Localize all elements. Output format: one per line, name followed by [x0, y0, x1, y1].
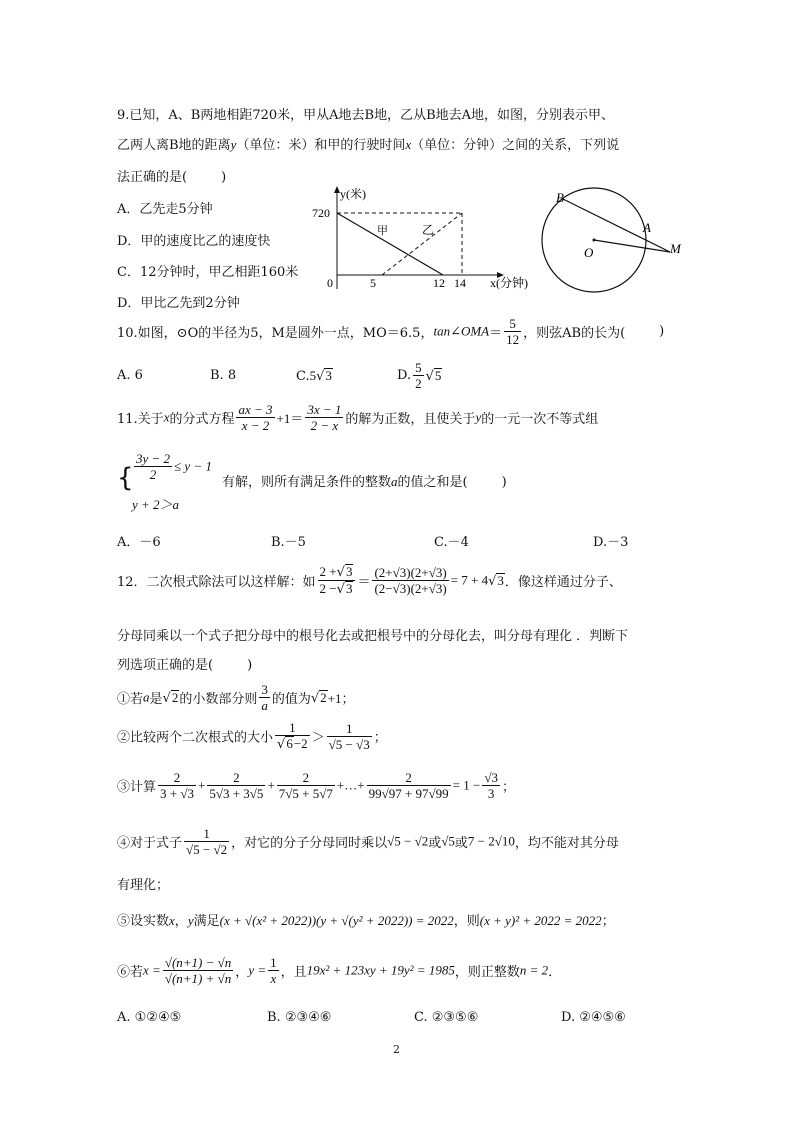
s2-pre: ②比较两个二次根式的大小	[117, 730, 274, 746]
frac-den: √(n+1) + √n	[164, 971, 232, 986]
frac-num: √3	[484, 770, 498, 785]
s1-post: 的值为	[271, 692, 311, 707]
q9-line1: 9.已知，A、B两地相距720米，甲从A地去B地，乙从B地去A地，如图，分别表示甲、	[117, 108, 615, 123]
s5-comma: ，	[174, 914, 188, 929]
q10-option-a: A. 6	[117, 368, 143, 383]
q9-option-d: D．甲比乙先到2分钟	[117, 296, 240, 311]
frac-den: 3 + √3	[160, 786, 194, 801]
q10-close: )	[659, 324, 665, 339]
q12-post: ．像这样通过分子、	[504, 575, 622, 590]
s1-frac	[259, 682, 270, 713]
s4-post: ，均不能对其分母	[514, 836, 619, 851]
q12-statement-5	[117, 910, 615, 929]
q10-option-c	[296, 368, 333, 384]
s3-pre: ③计算	[117, 780, 157, 795]
s4-or-1: 或	[428, 836, 442, 851]
q11-stem	[117, 402, 598, 433]
s4-or-2: 或	[454, 836, 468, 851]
label-o: O	[584, 245, 594, 260]
q10-opt-c-prefix: C.	[296, 369, 310, 384]
q11-option-b: B.－5	[271, 535, 306, 550]
q10-option-b: B. 8	[210, 368, 237, 383]
frac-den: (2−√3)(2+√3)	[374, 581, 447, 596]
center-point	[593, 239, 596, 242]
frac-num: √(n+1) − √n	[164, 955, 232, 970]
q12-statement-1: ①若a是√2的小数部分则 $\frac{3}{a}$ 的值为√2+1；	[117, 682, 355, 713]
graph-tick-5: 5	[370, 276, 376, 290]
q12-stem-1: 12．二次根式除法可以这样解：如 $\frac{2 +√3}{2 -√3}$ ＝ $\frac{(2+√3)(2+√3)}{(2-√3)(2+√3)}$ = 7 + 4√3．像这样通过分子、	[117, 564, 622, 597]
q9-close-paren: )	[221, 170, 227, 185]
s6-x-eq: x =	[143, 962, 161, 978]
q10-fraction	[504, 316, 521, 347]
q11-stem-cont	[222, 471, 507, 490]
s1-mid2: 的小数部分则	[179, 692, 258, 707]
q11-frac-1	[236, 402, 274, 433]
q12-eq: ＝	[357, 575, 371, 590]
sqrt: √5	[425, 367, 442, 384]
s5-pre: ⑤设实数	[117, 914, 170, 929]
radicand: 2	[171, 689, 179, 705]
graph-jia-label: 甲	[377, 225, 388, 237]
radicand: 6	[286, 736, 293, 751]
frac-num: 2	[207, 770, 265, 786]
q9-line2-b: （单位：米）和甲的行驶时间	[236, 138, 406, 153]
q11-pre: 11.关于	[117, 412, 164, 427]
label-b: B	[556, 190, 564, 205]
q10-frac-num: 5	[504, 316, 521, 332]
frac-den: √6−2	[277, 736, 308, 752]
s1-pre: ①若	[117, 692, 144, 707]
q11-sys2: y + 2＞a	[132, 497, 180, 512]
var-y: y	[475, 409, 482, 425]
frac-den: x − 2	[241, 418, 270, 433]
frac-den: 3	[487, 786, 495, 801]
s5-then: ，则	[453, 914, 480, 929]
q11-sys-frac	[134, 451, 172, 482]
s3-term-2	[207, 770, 265, 801]
frac-num: 5	[415, 360, 422, 375]
q9-line3	[117, 166, 226, 185]
sqrt: √3	[316, 368, 332, 384]
q12-statement-6	[117, 955, 561, 986]
graph-y-label: y(米)	[340, 187, 366, 201]
q9-line2-c: （单位：分钟）之间的关系，下列说	[411, 138, 620, 153]
graph-720-label: 720	[312, 206, 330, 220]
q11-plus-one: +1＝	[276, 411, 304, 426]
s3-result-frac	[482, 770, 500, 801]
frac-den: 7√5 + 5√7	[278, 786, 333, 801]
graph-tick-12: 12	[433, 276, 445, 290]
q9-line2	[117, 134, 619, 153]
s4-mid: ，对它的分子分母同时乘以	[231, 836, 388, 851]
q12-result: = 7 + 4	[450, 572, 489, 588]
q11-sys-after: 有解，则所有满足条件的整数	[222, 475, 392, 490]
q11-frac-2	[305, 402, 343, 433]
radicand: 2	[320, 689, 327, 705]
q11-mid: 的分式方程	[169, 412, 235, 427]
frac-num: 3y − 2	[136, 451, 171, 466]
q10-text-b: ，则弦AB的长为(	[523, 326, 626, 341]
var-a: a	[391, 474, 398, 489]
page-number: 2	[393, 1043, 400, 1056]
frac-den: 99√97 + 97√99	[368, 786, 449, 801]
q12-line2: 分母同乘以一个式子把分母中的根号化去或把根号中的分母化去，叫分母有理化 ．判断下	[117, 629, 629, 644]
frac-num: 3	[261, 682, 268, 697]
num-a: 2 +	[319, 564, 337, 579]
q12-option-c: C. ②③⑤⑥	[414, 1010, 479, 1025]
q10-opt-d-prefix: D.	[397, 368, 412, 383]
q10-eq: ＝	[489, 326, 503, 341]
s6-then: ，则正整数	[454, 965, 520, 980]
system-brace: {	[117, 463, 134, 493]
frac-num: 1	[275, 720, 310, 736]
radicand: 3	[345, 581, 353, 596]
var-a: a	[143, 689, 150, 705]
s6-end: ．	[548, 965, 562, 980]
frac-num: 2	[367, 770, 451, 786]
s3-eq: = 1 −	[452, 777, 481, 793]
q11-option-c: C.－4	[434, 535, 469, 550]
q12-line3	[117, 654, 252, 673]
s5-equation-2: (x + y)² + 2022 = 2022	[479, 913, 602, 928]
s3-term-4	[367, 770, 451, 801]
q11-inequality-2	[132, 494, 179, 513]
frac-num: (2+√3)(2+√3)	[374, 565, 447, 580]
s1-mid: 是	[149, 692, 163, 707]
var-y: y	[187, 913, 194, 928]
frac-den: 2 −√3	[319, 581, 353, 597]
q10-opt-d-frac	[413, 360, 424, 391]
frac-den: √5 − √2	[186, 842, 228, 857]
graph-tick-14: 14	[454, 276, 466, 290]
s2-end: ；	[373, 730, 387, 746]
label-m: M	[670, 241, 681, 256]
q9-prompt: 法正确的是(	[117, 170, 188, 185]
s5-mid: 满足	[193, 914, 220, 929]
s4-expr-2: √5	[441, 833, 455, 849]
frac-num: 1	[184, 826, 229, 842]
frac-den: a	[261, 698, 268, 713]
frac-den: 2	[149, 467, 157, 482]
q10-tan: tan∠OMA	[433, 323, 490, 339]
radicand: 5	[434, 367, 442, 383]
q9-option-b: D．甲的速度比乙的速度快	[117, 234, 271, 249]
s4-pre: ④对于式子	[117, 836, 183, 851]
var-x: x	[163, 409, 170, 425]
q11-option-d: D.－3	[593, 535, 629, 550]
radicand: 3	[325, 368, 332, 383]
distance-time-graph	[300, 185, 550, 295]
label-a: A	[643, 220, 651, 235]
frac-den: 5√3 + 3√5	[209, 786, 264, 801]
s3-end: ；	[501, 780, 515, 795]
radicand: 3	[345, 564, 353, 579]
q12-option-b: B. ②③④⑥	[267, 1010, 332, 1025]
q10-text-a: 10.如图，⊙O的半径为5，M是圆外一点，MO＝6.5，	[117, 326, 434, 341]
circle-figure	[540, 185, 690, 295]
q12-example-frac	[318, 564, 356, 597]
den-tail: −2	[293, 736, 308, 751]
s4-expr-1: √5 − √2	[387, 833, 429, 849]
frac-den: 2	[415, 376, 422, 391]
q12-statement-4-cont: 有理化；	[117, 878, 170, 893]
s6-pre: ⑥若	[117, 965, 144, 980]
s3-term-3	[277, 770, 335, 801]
q10-opt-c-coef: 5	[309, 368, 317, 383]
s5-end: ；	[601, 914, 615, 929]
s5-equation-1: (x + √(x² + 2022))(y + √(y² + 2022)) = 2022	[219, 913, 454, 928]
frac-den: x	[270, 971, 277, 986]
q12-close: )	[247, 658, 253, 673]
var-y: y	[230, 137, 237, 152]
q11-sys1-rhs: ≤ y − 1	[174, 458, 212, 474]
s1-end: +1；	[327, 691, 355, 706]
q12-prompt: 列选项正确的是(	[117, 658, 214, 673]
graph-yi-label: 乙	[422, 223, 435, 237]
radicand: 3	[497, 572, 504, 588]
den-a: 2 −	[319, 581, 337, 596]
s6-mid: ，且	[280, 965, 307, 980]
frac-num: ax − 3	[238, 402, 273, 417]
s4-frac	[184, 826, 229, 857]
q11-option-a: A．－6	[117, 535, 161, 550]
q11-post-b: 的一元一次不等式组	[481, 412, 599, 427]
s3-term-1	[158, 770, 196, 801]
frac-num: 2	[158, 770, 196, 786]
q10-frac-den: 12	[506, 332, 520, 347]
s6-y-frac	[268, 955, 279, 986]
frac-den: √5 − √3	[328, 736, 370, 752]
s2-gt: ＞	[311, 730, 325, 746]
var-x: x	[405, 137, 412, 152]
q9-option-c: C．12分钟时，甲乙相距160米	[117, 265, 299, 280]
q12-expanded-frac	[372, 565, 448, 596]
q11-inequality-1	[132, 451, 212, 482]
s6-x-frac	[163, 955, 233, 986]
s2-frac-1	[275, 720, 310, 752]
frac-num: 2	[277, 770, 335, 786]
graph-origin-label: 0	[327, 276, 333, 290]
q11-close: )	[501, 475, 507, 490]
q12-statement-4	[117, 826, 619, 857]
q10-stem	[117, 316, 664, 347]
q12-option-d: D. ②④⑤⑥	[561, 1010, 626, 1025]
q11-sys-after2: 的值之和是(	[397, 475, 468, 490]
q9-option-a: A．乙先走5分钟	[117, 202, 213, 217]
frac-num: 2 +√3	[318, 564, 356, 581]
s3-dots: +…+	[336, 777, 365, 793]
q12-pre: 12．二次根式除法可以这样解：如	[117, 575, 316, 590]
frac-num: 3x − 1	[307, 402, 342, 417]
q12-option-a: A. ①②④⑤	[117, 1010, 182, 1025]
s2-frac-2	[327, 721, 372, 752]
q10-option-d	[397, 360, 442, 391]
q12-statement-3: ③计算 $\frac{2}{3 + √3}$ + $\frac{2}{5√3 + 3√5}$ + $\frac{2}{7√5 + 5√7}$ +…+ $\frac{2}{99√97 + 97√99}$ = 1 − $\frac{√3}{3}$ ；	[117, 770, 515, 801]
s6-n-value: n = 2	[519, 962, 549, 978]
graph-x-label: x(分钟)	[490, 276, 528, 290]
s6-y-eq: y =	[248, 962, 267, 978]
q9-line2-a: 乙两人离B地的距离	[117, 138, 231, 153]
s6-comma: ，	[235, 965, 249, 980]
q12-statement-2	[117, 720, 387, 752]
frac-num: 1	[270, 955, 277, 970]
var-x: x	[169, 913, 175, 928]
s6-equation: 19x² + 123xy + 19y² = 1985	[306, 962, 455, 978]
q11-post-a: 的解为正数，且使关于	[345, 412, 476, 427]
s4-expr-3: 7 − 2√10	[467, 833, 515, 849]
frac-num: 1	[327, 721, 372, 737]
frac-den: 2 − x	[310, 418, 339, 433]
